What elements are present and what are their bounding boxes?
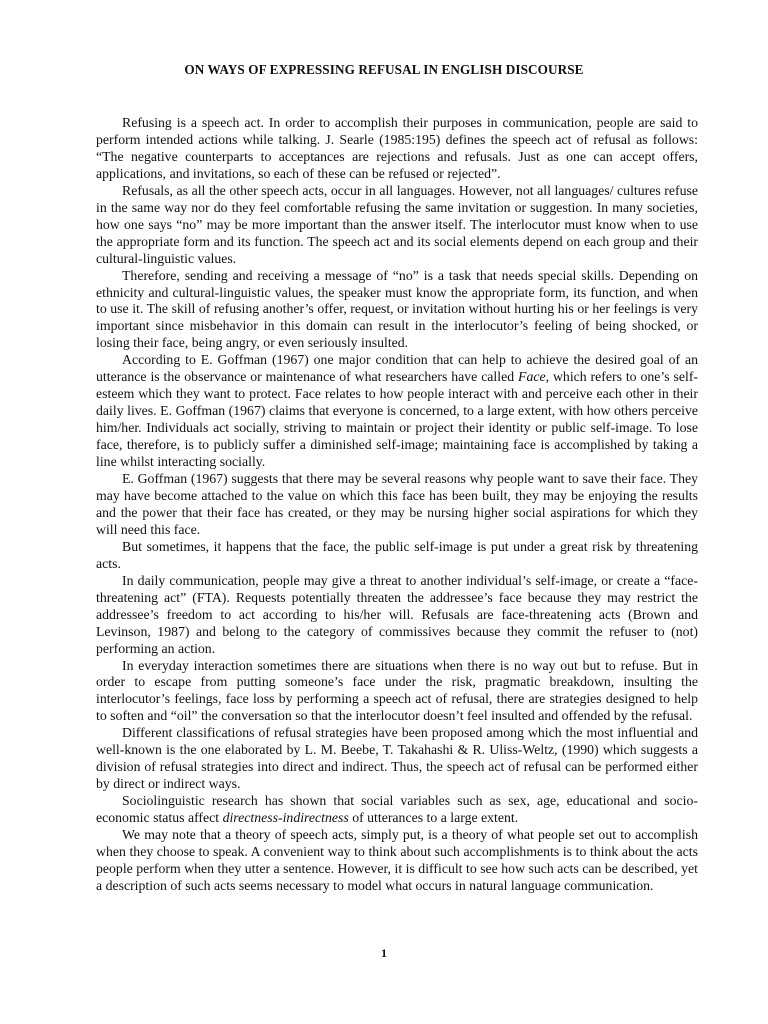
document-body: [96, 115, 698, 895]
paragraph-10-part-2: of utterances to a large extent.: [348, 810, 519, 826]
paragraph-10: [96, 793, 698, 827]
paragraph-10-part-1: Sociolinguistic research has shown that social variables such as sex, age, educational and socio-economic status affect: [96, 793, 698, 826]
paragraph-2: Refusals, as all the other speech acts, occur in all languages. However, not all languages/ cultures refuse in the same way nor do they feel comfortable refusing the same invitation or suggestion. In many societies, how one says “no” may be more important than the answer itself. The interlocutor must know when to use the appropriate form and its function. The speech act and its social elements depend on each group and their cultural-linguistic values.: [96, 182, 698, 266]
paragraph-4: [96, 352, 698, 471]
paragraph-4-part-1: According to E. Goffman (1967) one major condition that can help to achieve the desired goal of an utterance is the observance or maintenance of what researchers have called: [96, 352, 698, 385]
face-term: Face: [518, 369, 546, 385]
paragraph-5: E. Goffman (1967) suggests that there may be several reasons why people want to save their face. They may have become attached to the value on which this face has been built, they may be enjoying the results and the power that their face has created, or they may be nursing higher social aspirations for which they will need this face.: [96, 471, 698, 537]
paragraph-7: In daily communication, people may give a threat to another individual’s self-image, or create a “face-threatening act” (FTA). Requests potentially threaten the addressee’s face because they may restrict the addressee’s freedom to act according to his/her will. Refusals are face-threatening acts (Brown and Levinson, 1987) and belong to the category of commissives because they commit the refuser to (not) performing an action.: [96, 572, 698, 656]
paragraph-8: In everyday interaction sometimes there are situations when there is no way out but to refuse. But in order to escape from putting someone’s face under the risk, pragmatic breakdown, insulting the interlocutor’s feelings, face loss by performing a speech act of refusal, there are strategies designed to help to soften and “oil” the conversation so that the interlocutor doesn’t feel insulted and offended by the refusal.: [96, 657, 698, 724]
paragraph-11: We may note that a theory of speech acts, simply put, is a theory of what people set out to accomplish when they choose to speak. A convenient way to think about such accomplishments is to think about the acts people perform when they utter a sentence. However, it is difficult to see how such acts can be described, yet a description of such acts seems necessary to model what occurs in natural language communication.: [96, 827, 698, 893]
paragraph-9: Different classifications of refusal strategies have been proposed among which the most influential and well-known is the one elaborated by L. M. Beebe, T. Takahashi & R. Uliss-Weltz, (1990) which suggests a division of refusal strategies into direct and indirect. Thus, the speech act of refusal can be performed either by direct or indirect ways.: [96, 725, 698, 792]
paragraph-1: Refusing is a speech act. In order to accomplish their purposes in communication, people are said to perform intended actions while talking. J. Searle (1985:195) defines the speech act of refusal as follows: “The negative counterparts to acceptances are rejections and refusals. Just as one can accept offers, applications, and invitations, so each of these can be refused or rejected”.: [96, 115, 698, 181]
paragraph-6: But sometimes, it happens that the face, the public self-image is put under a great risk by threatening acts.: [96, 538, 698, 571]
directness-term: directness-indirectness: [222, 810, 349, 826]
document-title: ON WAYS OF EXPRESSING REFUSAL IN ENGLISH DISCOURSE: [184, 62, 584, 77]
paragraph-4-part-2: , which refers to one’s self-esteem which they want to protect. Face relates to how people interact with and perceive each other in their daily lives. E. Goffman (1967) claims that everyone is concerned, to a large extent, with how others perceive him/her. Individuals act socially, striving to maintain or project their identity or public self-image. To lose face, therefore, is to publicly suffer a diminished self-image; maintaining face is accomplished by taking a line whilst interacting socially.: [96, 369, 699, 470]
page-number: 1: [381, 946, 387, 960]
paragraph-3: Therefore, sending and receiving a message of “no” is a task that needs special skills. Depending on ethnicity and cultural-linguistic values, the speaker must know the appropriate form, its function, and when to use it. The skill of refusing another’s offer, request, or invitation without hurting his or her feelings is very important since misbehavior in this domain can result in the interlocutor’s feeling of being shocked, or losing their face, being angry, or even seriously insulted.: [96, 267, 698, 351]
